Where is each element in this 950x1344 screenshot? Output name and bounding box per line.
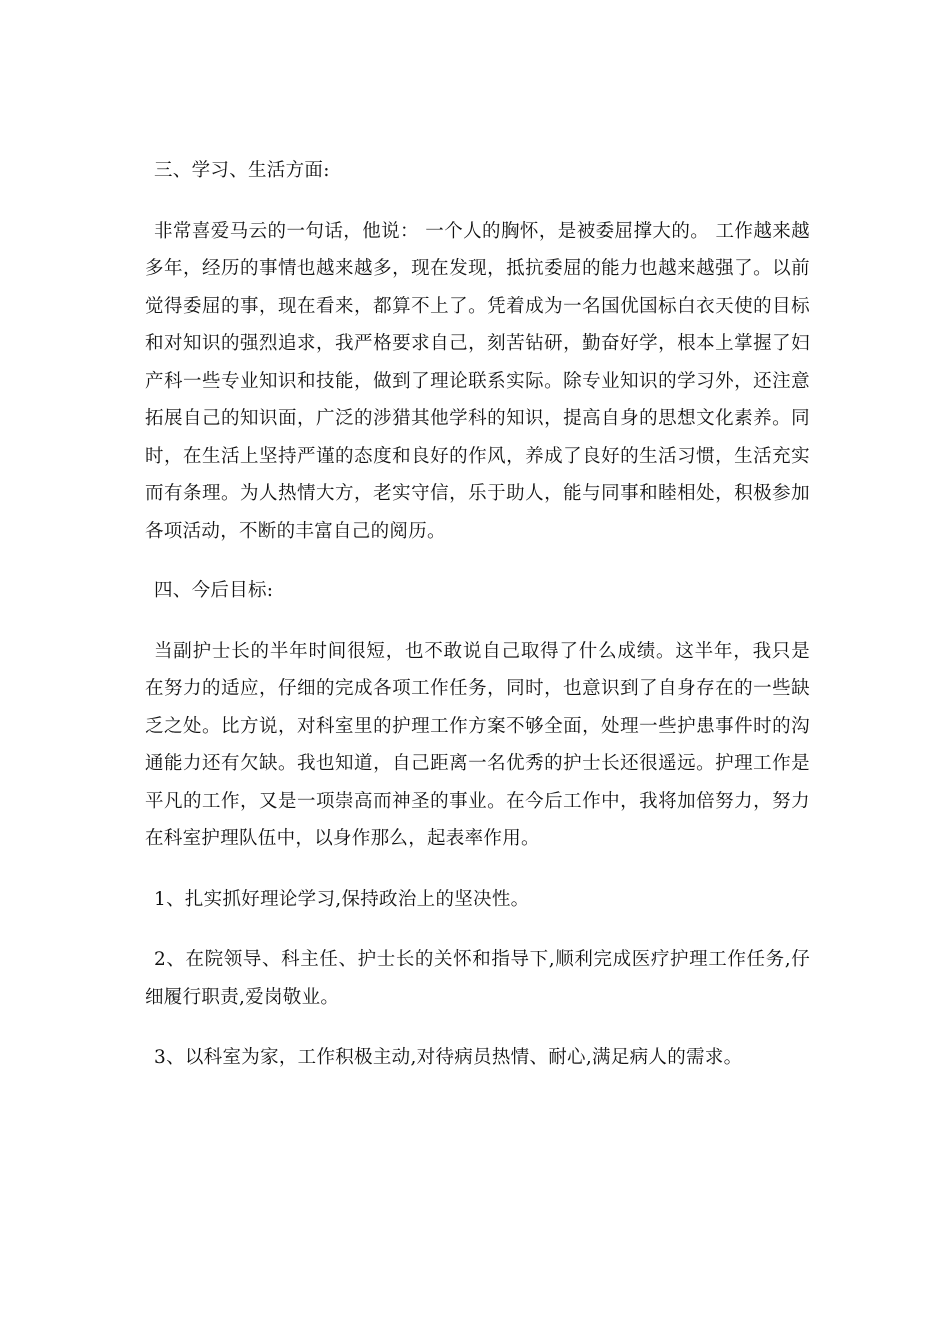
section-3-paragraph: 非常喜爱马云的一句话，他说： 一个人的胸怀，是被委屈撑大的。 工作越来越多年，经历的事情也越来越多，现在发现，抵抗委屈的能力也越来越强了。以前觉得委屈的事，现在看来，都算不上了。凭着成为一名国优国标白衣天使的目标和对知识的强烈追求，我严格要求自己，刻苦钻研，勤奋好学，根本上掌握了妇产科一些专业知识和技能，做到了理论联系实际。除专业知识的学习外，还注意拓展自己的知识面，广泛的涉猎其他学科的知识，提高自身的思想文化素养。同时，在生活上坚持严谨的态度和良好的作风，养成了良好的生活习惯，生活充实而有条理。为人热情大方，老实守信，乐于助人，能与同事和睦相处，积极参加各项活动，不断的丰富自己的阅历。 xyxy=(145,220,810,542)
goal-item-3: 3、以科室为家，工作积极主动,对待病员热情、耐心,满足病人的需求。 xyxy=(154,1047,743,1068)
section-4-heading: 四、今后目标: xyxy=(154,580,274,601)
goal-item-2: 2、在院领导、科主任、护士长的关怀和指导下,顺利完成医疗护理工作任务,仔细履行职责,爱岗敬业。 xyxy=(145,949,810,1008)
section-3-heading: 三、学习、生活方面: xyxy=(154,160,330,181)
goal-item-1: 1、扎实抓好理论学习,保持政治上的坚决性。 xyxy=(154,888,530,910)
section-4-paragraph: 当副护士长的半年时间很短，也不敢说自己取得了什么成绩。这半年，我只是在努力的适应，仔细的完成各项工作任务，同时，也意识到了自身存在的一些缺乏之处。比方说，对科室里的护理工作方案不够全面，处理一些护患事件时的沟通能力还有欠缺。我也知道，自己距离一名优秀的护士长还很遥远。护理工作是平凡的工作，又是一项崇高而神圣的事业。在今后工作中，我将加倍努力，努力在科室护理队伍中，以身作那么，起表率作用。 xyxy=(145,640,810,849)
document-body xyxy=(145,152,810,1077)
